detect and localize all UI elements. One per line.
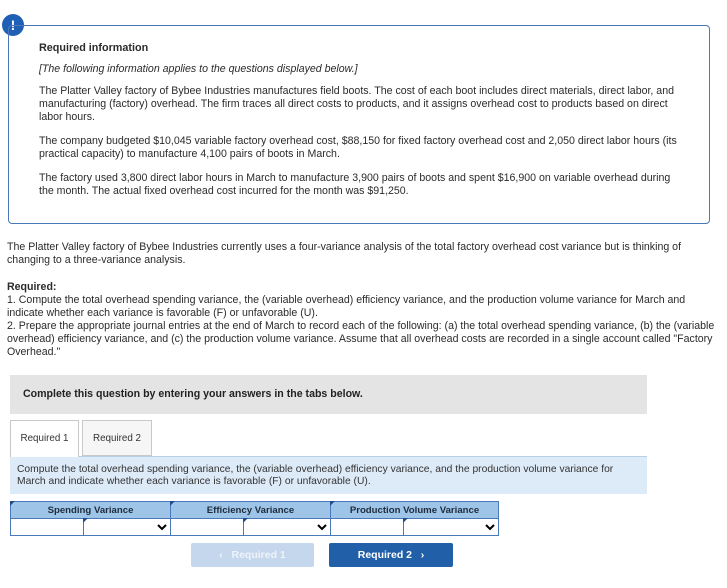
info-paragraph: The Platter Valley factory of Bybee Industries manufactures field boots. The cost of each boot includes direct materials, direct labor, and manufacturing (factory) overhead. The firm traces all direct costs to products, and it assigns overhead cost to products based on direct labor hours. [39,85,674,123]
info-note: [The following information applies to the questions displayed below.] [39,63,358,75]
info-paragraph: The company budgeted $10,045 variable factory overhead cost, $88,150 for fixed factory overhead cost and 2,050 direct labor hours (its practical capacity) to manufacture 4,100 pairs of boots in March. [39,135,677,160]
spending-amount-cell [11,519,84,536]
variance-table [10,501,499,536]
info-paragraph: The factory used 3,800 direct labor hours in March to manufacture 3,900 pairs of boots and spent $16,900 on variable overhead during the month. The actual fixed overhead cost incurred for the month was $91,250. [39,172,671,197]
volume-fu-cell [404,519,499,536]
spending-amount-input[interactable] [11,519,83,535]
efficiency-amount-input[interactable] [171,519,243,535]
exclamation-icon: ! [2,14,24,36]
info-title: Required information [39,42,149,54]
chevron-right-icon: › [420,549,425,561]
required-information-box [8,25,710,224]
prev-button-label: Required 1 [231,549,286,561]
tab-required-1[interactable]: Required 1 [10,420,79,457]
chevron-left-icon: ‹ [219,549,223,561]
required-item-1: 1. Compute the total overhead spending variance, the (variable overhead) efficiency variance, and the production volume variance for March and indicate whether each variance is favorable (F) or unfavorable (U). [7,294,686,319]
efficiency-fu-cell [244,519,331,536]
efficiency-amount-cell [171,519,244,536]
next-required-2-button[interactable] [329,543,453,567]
spending-fu-cell [84,519,171,536]
volume-amount-cell [331,519,404,536]
header-production-volume-variance: Production Volume Variance [331,502,499,519]
efficiency-fu-select[interactable] [244,519,330,535]
volume-fu-select[interactable] [404,519,498,535]
complete-instruction-bar: Complete this question by entering your answers in the tabs below. [10,375,647,414]
prev-required-1-button[interactable] [191,543,314,567]
required-section [7,281,715,359]
tab-required-2[interactable]: Required 2 [82,420,152,456]
volume-amount-input[interactable] [331,519,403,535]
next-button-label: Required 2 [357,549,412,561]
spending-fu-select[interactable] [84,519,170,535]
required-item-2: 2. Prepare the appropriate journal entries at the end of March to record each of the following: (a) the total overhead spending variance, (b) the (variable overhead) efficiency variance, and (c) the production volume variance. Assume that all overhead costs are recorded in a single account called "Factory Overhead." [7,320,715,358]
intro-text: The Platter Valley factory of Bybee Industries currently uses a four-variance analysis of the total factory overhead cost variance but is thinking of changing to a three-variance analysis. [7,241,682,266]
header-spending-variance: Spending Variance [11,502,171,519]
question-panel: Compute the total overhead spending variance, the (variable overhead) efficiency variance, and the production volume variance for March and indicate whether each variance is favorable (F) or unfavorable (U). [10,456,647,494]
required-heading: Required: [7,281,57,293]
header-efficiency-variance: Efficiency Variance [171,502,331,519]
